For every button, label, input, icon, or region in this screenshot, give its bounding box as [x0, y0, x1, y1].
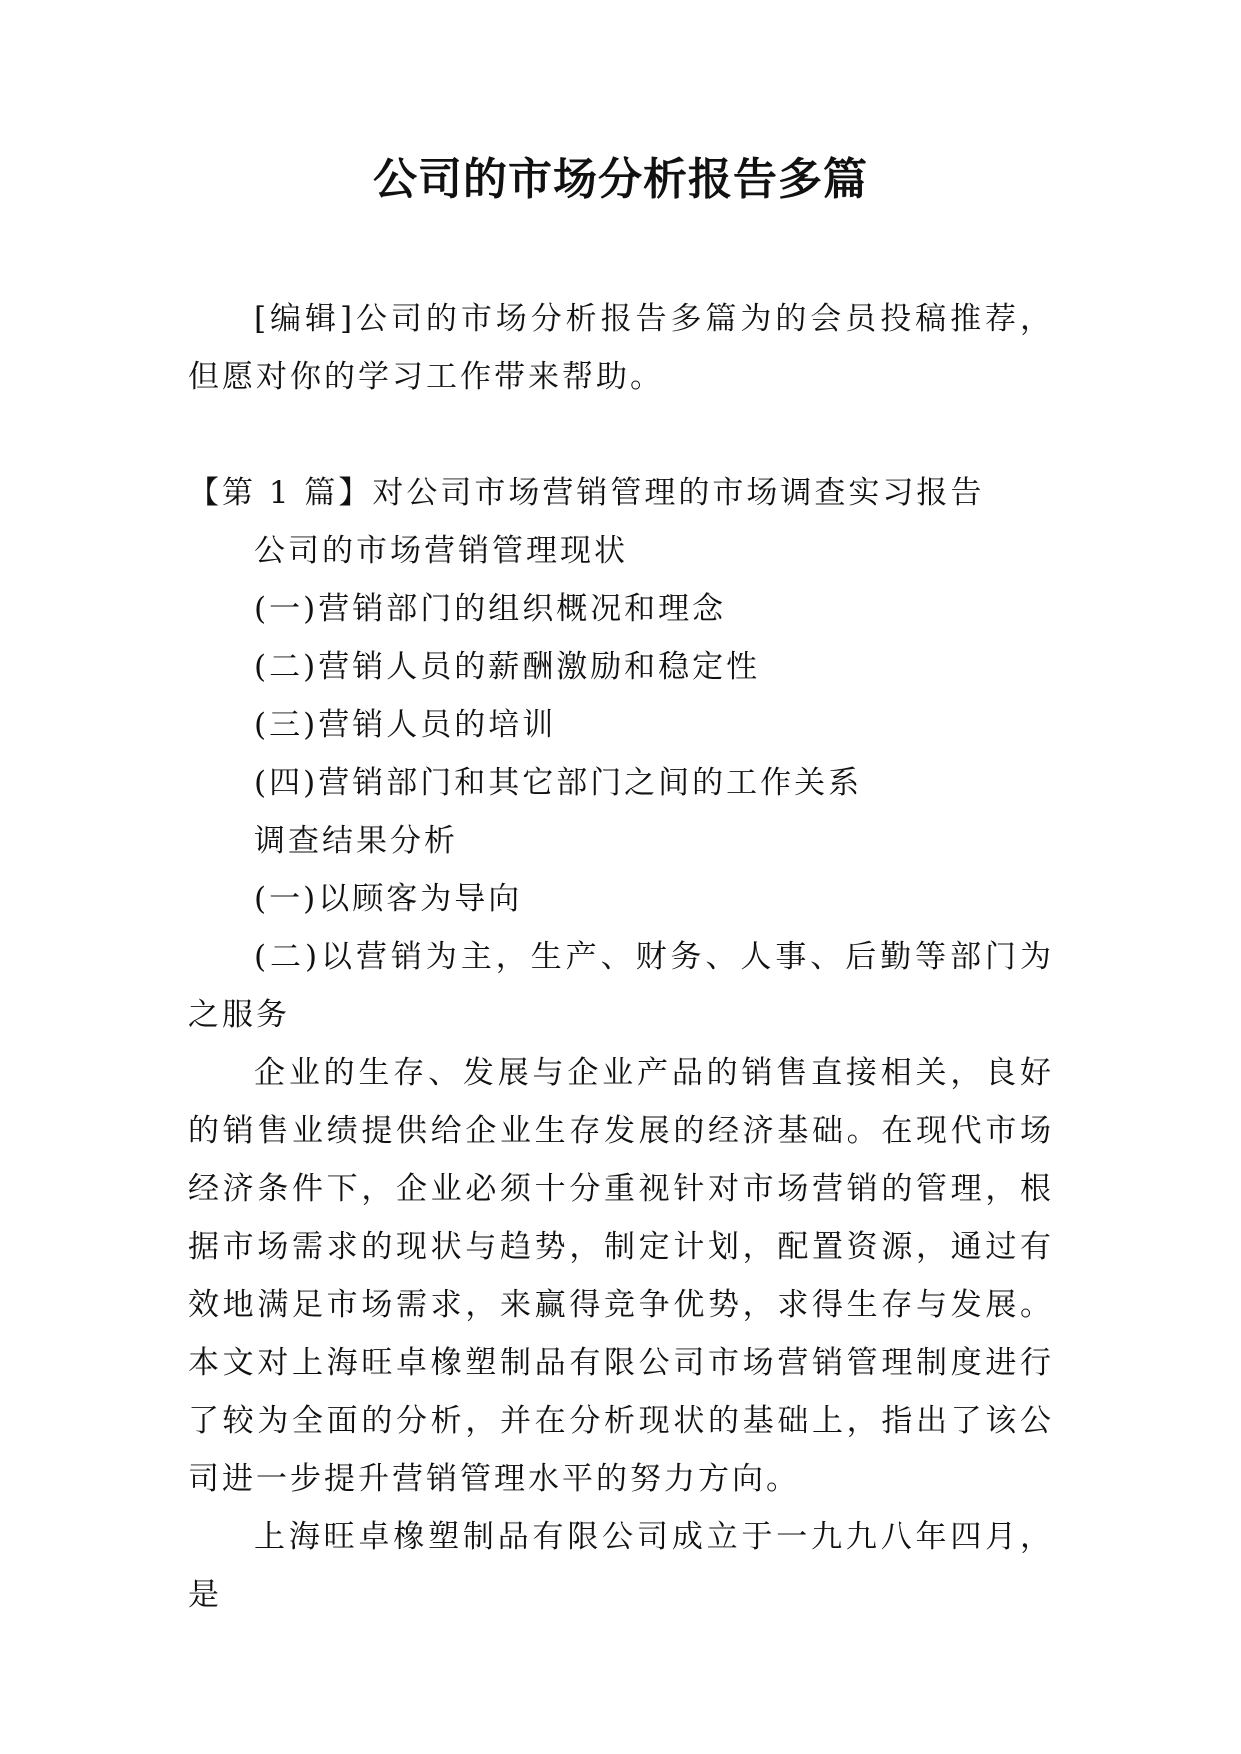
list-item: (二)营销人员的薪酬激励和稳定性 — [254, 649, 761, 685]
document-title: 公司的市场分析报告多篇 — [373, 154, 868, 205]
list-item: (一)营销部门的组织概况和理念 — [254, 591, 727, 627]
intro-paragraph: [编辑]公司的市场分析报告多篇为的会员投稿推荐，但愿对你的学习工作带来帮助。 — [188, 301, 1054, 395]
list-item: (四)营销部门和其它部门之间的工作关系 — [254, 765, 863, 801]
list-item: (三)营销人员的培训 — [254, 707, 557, 743]
paragraph-gap — [188, 406, 1054, 464]
body-paragraph: 企业的生存、发展与企业产品的销售直接相关，良好的销售业绩提供给企业生存发展的经济基础。在现代市场经济条件下，企业必须十分重视针对市场营销的管理，根据市场需求的现状与趋势，制定计划，配置资源，通过有效地满足市场需求，来赢得竞争优势，求得生存与发展。本文对上海旺卓橡塑制品有限公司市场营销管理制度进行了较为全面的分析，并在分析现状的基础上，指出了该公司进一步提升营销管理水平的努力方向。 — [188, 1055, 1054, 1497]
body-paragraph: 上海旺卓橡塑制品有限公司成立于一九九八年四月，是 — [188, 1519, 1054, 1613]
list-item: 调查结果分析 — [254, 823, 458, 859]
section-heading: 【第 1 篇】对公司市场营销管理的市场调查实习报告 — [188, 475, 985, 511]
document-body — [188, 290, 1054, 1624]
list-item: (一)以顾客为导向 — [254, 881, 523, 917]
list-item: (二)以营销为主，生产、财务、人事、后勤等部门为之服务 — [188, 939, 1054, 1033]
list-item: 公司的市场营销管理现状 — [254, 533, 628, 569]
